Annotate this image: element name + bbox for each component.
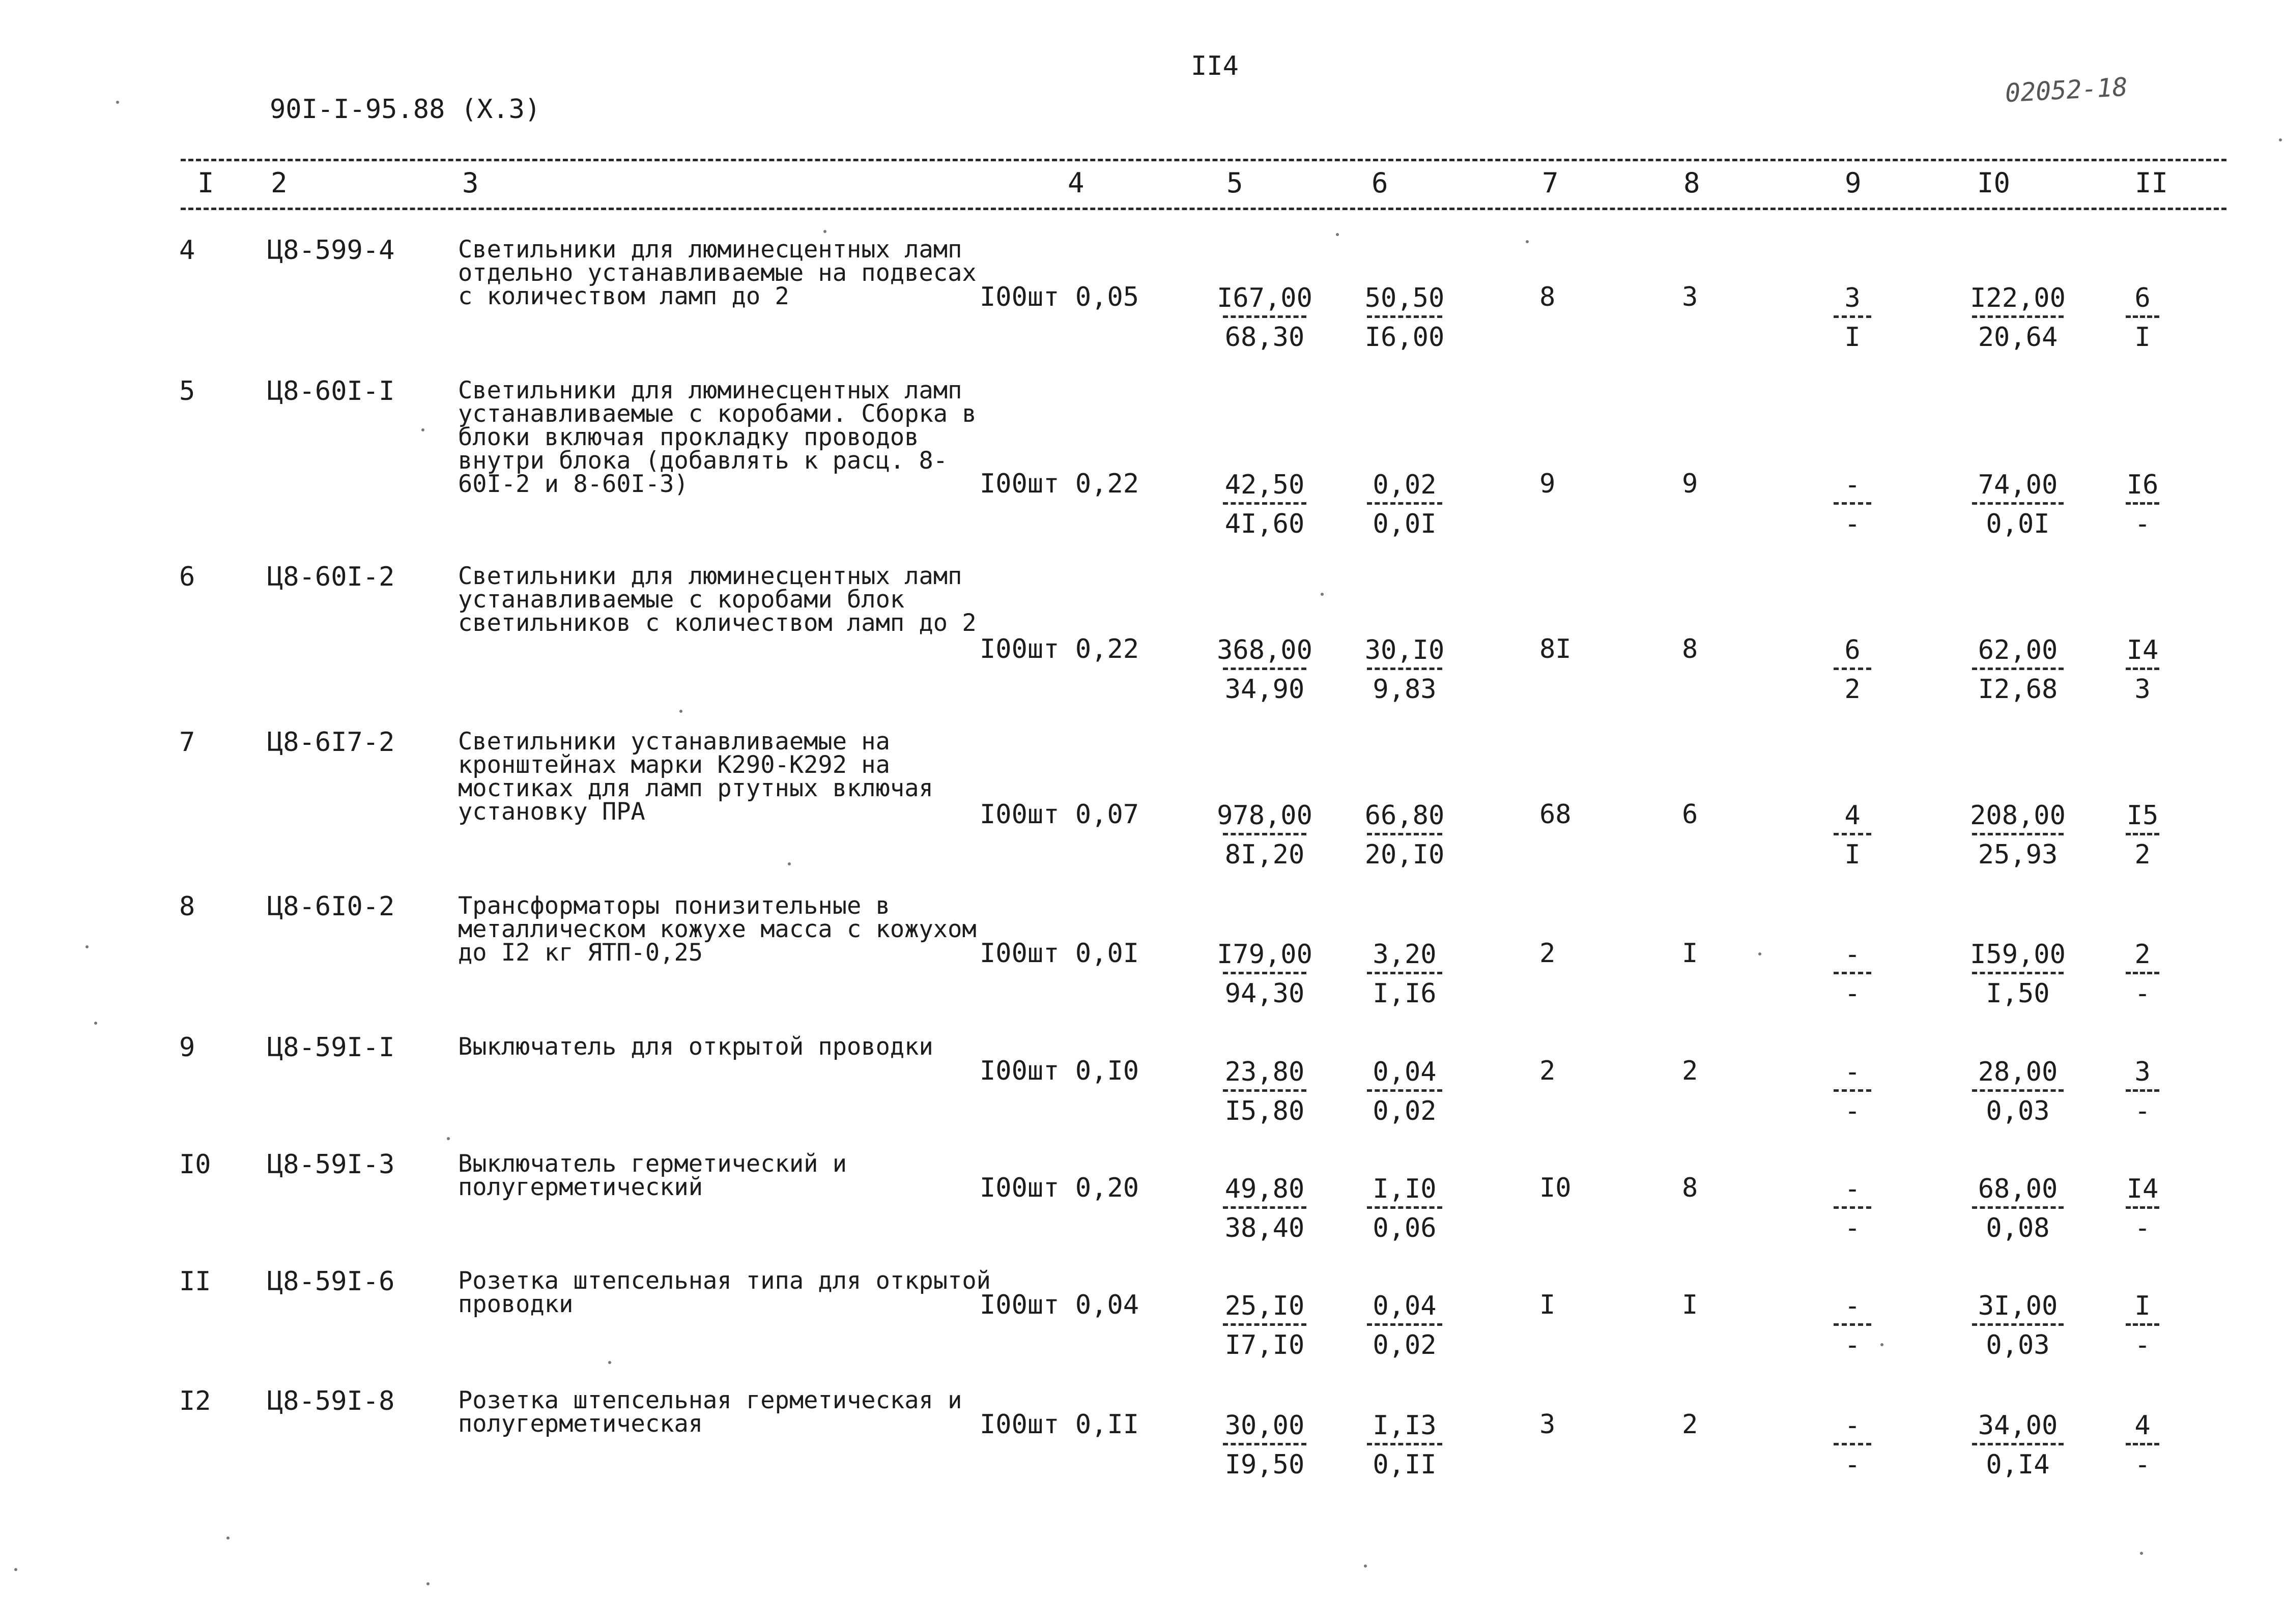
col6-fraction: 50,50 I6,00	[1364, 283, 1445, 353]
col7-value: 2	[1539, 938, 1556, 969]
unit-quantity: I00шт 0,II	[980, 1409, 1139, 1440]
column-header-11: II	[2135, 167, 2168, 199]
rate-code: Ц8-59I-3	[267, 1149, 395, 1180]
col5-fraction: 30,00 I9,50	[1214, 1412, 1316, 1478]
col9-fraction: - -	[1830, 1176, 1875, 1241]
row-number: I0	[179, 1149, 211, 1180]
col10-fraction: 208,00 25,93	[1970, 800, 2066, 870]
col8-value: 3	[1682, 282, 1698, 312]
col5-fraction: 42,50 4I,60	[1214, 472, 1316, 537]
col9-fraction: - -	[1830, 941, 1875, 1007]
col10-fraction: 74,00 0,0I	[1962, 472, 2074, 537]
work-description: Светильники для люминесцентных ламп отдельно устанавливаемые на подвесах с количеством ламп до 2	[458, 236, 977, 310]
scan-speck	[1364, 1564, 1367, 1568]
header-bottom-rule	[181, 208, 2226, 210]
row-number: 6	[179, 562, 195, 592]
col5-fraction: I67,00 68,30	[1217, 283, 1312, 353]
col10-fraction: 28,00 0,03	[1962, 1059, 2074, 1124]
col8-value: 8	[1682, 634, 1698, 664]
col8-value: 2	[1682, 1409, 1698, 1440]
scan-speck	[608, 1361, 611, 1364]
col9-fraction: - -	[1830, 1293, 1875, 1358]
column-header-8: 8	[1683, 167, 1700, 199]
scan-speck	[2140, 1552, 2143, 1555]
col9-fraction: 3 I	[1830, 285, 1875, 351]
col11-fraction: I6 -	[2126, 470, 2159, 539]
column-header-4: 4	[1068, 167, 1084, 199]
col7-value: I0	[1539, 1173, 1572, 1203]
col6-fraction: I,I0 0,06	[1359, 1176, 1450, 1241]
document-code: 90I-I-95.88 (X.3)	[270, 94, 541, 125]
scan-speck	[1321, 593, 1324, 596]
col11-fraction: 4 -	[2122, 1412, 2163, 1478]
col7-value: 2	[1539, 1056, 1556, 1086]
col5-fraction: 25,I0 I7,I0	[1214, 1293, 1316, 1358]
col7-value: 9	[1539, 469, 1556, 499]
col11-fraction: I -	[2122, 1293, 2163, 1358]
column-header-10: I0	[1977, 167, 2011, 199]
rate-code: Ц8-59I-6	[267, 1266, 395, 1297]
col7-value: 3	[1539, 1409, 1556, 1440]
col10-fraction: 62,00 I2,68	[1962, 637, 2074, 703]
unit-quantity: I00шт 0,I0	[980, 1056, 1139, 1086]
rate-code: Ц8-59I-I	[267, 1032, 395, 1063]
unit-quantity: I00шт 0,05	[980, 282, 1139, 312]
row-number: II	[179, 1266, 211, 1297]
col8-value: I	[1682, 938, 1698, 969]
column-header-1: I	[197, 167, 214, 199]
unit-quantity: I00шт 0,22	[980, 469, 1139, 499]
row-number: I2	[179, 1386, 211, 1416]
work-description: Розетка штепсельная типа для открытой проводки	[458, 1267, 991, 1318]
col11-fraction: I4 -	[2126, 1174, 2159, 1243]
rate-code: Ц8-60I-I	[267, 376, 395, 407]
scan-speck	[823, 230, 826, 233]
col10-fraction: 34,00 0,I4	[1962, 1412, 2074, 1478]
work-description: Светильники устанавливаемые на кронштейнах марки К290-К292 на мостиках для ламп ртутных включая установку ПРА	[458, 728, 933, 826]
col9-fraction: 4 I	[1830, 802, 1875, 868]
work-description: Светильники для люминесцентных ламп устанавливаемые с коробами. Сборка в блоки включая прокладку проводов внутри блока (добавлять к расц. 8-60I-2 и 8-60I-3)	[458, 376, 977, 498]
col11-fraction: 6 I	[2122, 285, 2163, 351]
scan-speck	[1758, 952, 1761, 955]
col5-fraction: 978,00 8I,20	[1217, 800, 1312, 870]
rate-code: Ц8-599-4	[267, 235, 395, 266]
col9-fraction: - -	[1830, 472, 1875, 537]
column-header-6: 6	[1372, 167, 1388, 199]
unit-quantity: I00шт 0,07	[980, 799, 1139, 830]
scan-speck	[447, 1137, 450, 1140]
col6-fraction: 0,04 0,02	[1359, 1059, 1450, 1124]
row-number: 5	[179, 376, 195, 407]
col11-fraction: I5 2	[2126, 800, 2159, 870]
rate-code: Ц8-6I0-2	[267, 891, 395, 922]
col6-fraction: I,I3 0,II	[1359, 1412, 1450, 1478]
scan-speck	[116, 101, 119, 104]
scan-speck	[1526, 240, 1529, 243]
work-description: Выключатель для открытой проводки	[458, 1033, 933, 1061]
work-description: Светильники для люминесцентных ламп устанавливаемые с коробами блок светильников с количеством ламп до 2	[458, 562, 977, 637]
column-header-7: 7	[1542, 167, 1559, 199]
col8-value: 6	[1682, 799, 1698, 830]
rate-code: Ц8-59I-8	[267, 1386, 395, 1416]
col5-fraction: 23,80 I5,80	[1214, 1059, 1316, 1124]
col5-fraction: I79,00 94,30	[1217, 939, 1312, 1009]
col10-fraction: I22,00 20,64	[1970, 283, 2066, 353]
unit-quantity: I00шт 0,04	[980, 1290, 1139, 1320]
work-description: Трансформаторы понизительные в металлическом кожухе масса с кожухом до I2 кг ЯТП-0,25	[458, 892, 977, 967]
col11-fraction: 3 -	[2122, 1059, 2163, 1124]
row-number: 9	[179, 1032, 195, 1063]
col6-fraction: 0,02 0,0I	[1359, 472, 1450, 537]
column-header-2: 2	[271, 167, 288, 199]
work-description: Розетка штепсельная герметическая и полугерметическая	[458, 1386, 962, 1438]
column-header-5: 5	[1226, 167, 1243, 199]
col8-value: 9	[1682, 469, 1698, 499]
scan-speck	[426, 1582, 430, 1585]
work-description: Выключатель герметический и полугерметический	[458, 1150, 847, 1201]
col5-fraction: 49,80 38,40	[1214, 1176, 1316, 1241]
col11-fraction: I4 3	[2126, 635, 2159, 705]
col7-value: I	[1539, 1290, 1556, 1320]
col6-fraction: 66,80 20,I0	[1364, 800, 1445, 870]
unit-quantity: I00шт 0,20	[980, 1173, 1139, 1203]
col10-fraction: I59,00 I,50	[1970, 939, 2066, 1009]
row-number: 8	[179, 891, 195, 922]
page-number: II4	[1191, 51, 1239, 81]
col7-value: 8I	[1539, 634, 1572, 664]
header-top-rule	[181, 159, 2226, 161]
scan-speck	[679, 710, 682, 713]
rate-code: Ц8-60I-2	[267, 562, 395, 592]
handwritten-stamp: 02052-18	[2004, 72, 2129, 108]
rate-code: Ц8-6I7-2	[267, 727, 395, 758]
col6-fraction: 30,I0 9,83	[1364, 635, 1445, 705]
unit-quantity: I00шт 0,0I	[980, 938, 1139, 969]
column-header-3: 3	[462, 167, 479, 199]
scan-speck	[226, 1536, 230, 1540]
col9-fraction: 6 2	[1830, 637, 1875, 703]
col7-value: 8	[1539, 282, 1556, 312]
column-header-9: 9	[1845, 167, 1862, 199]
scan-speck	[2279, 138, 2282, 141]
row-number: 7	[179, 727, 195, 758]
col6-fraction: 0,04 0,02	[1359, 1293, 1450, 1358]
scan-speck	[14, 1568, 17, 1571]
col9-fraction: - -	[1830, 1059, 1875, 1124]
col6-fraction: 3,20 I,I6	[1359, 941, 1450, 1007]
row-number: 4	[179, 235, 195, 266]
unit-quantity: I00шт 0,22	[980, 634, 1139, 664]
scan-speck	[85, 945, 89, 948]
scan-speck	[1336, 233, 1339, 236]
col8-value: 8	[1682, 1173, 1698, 1203]
col5-fraction: 368,00 34,90	[1217, 635, 1312, 705]
col10-fraction: 68,00 0,08	[1962, 1176, 2074, 1241]
scan-speck	[1880, 1343, 1883, 1346]
scan-speck	[788, 862, 791, 865]
scan-speck	[94, 1022, 97, 1025]
col11-fraction: 2 -	[2122, 941, 2163, 1007]
scan-speck	[421, 428, 424, 431]
col9-fraction: - -	[1830, 1412, 1875, 1478]
col10-fraction: 3I,00 0,03	[1962, 1293, 2074, 1358]
col8-value: 2	[1682, 1056, 1698, 1086]
col8-value: I	[1682, 1290, 1698, 1320]
col7-value: 68	[1539, 799, 1572, 830]
